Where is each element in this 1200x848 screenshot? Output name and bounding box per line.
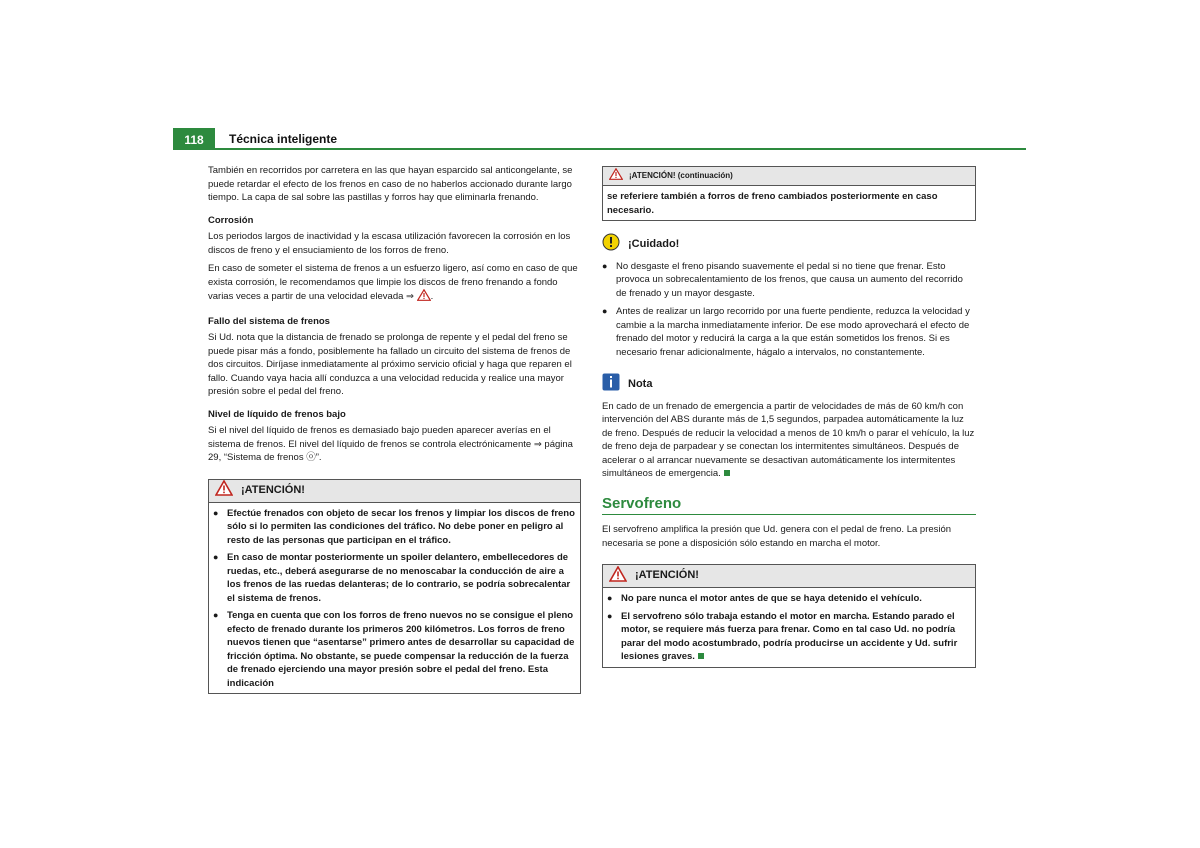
page-number: 118 bbox=[173, 128, 215, 150]
nivel-paragraph: Si el nivel del líquido de frenos es demasiado bajo pueden aparecer averías en el sistema de frenos. El nivel del líquido de frenos se controla electrónicamente ⇒ página 29, “Sistema de frenos ⓞ”. bbox=[208, 425, 573, 463]
corrosion-paragraph-1: Los periodos largos de inactividad y la escasa utilización favorecen la corrosión en los discos de freno y el ensuciamiento de los forros de freno. bbox=[208, 231, 571, 256]
nivel-heading: Nivel de líquido de frenos bajo bbox=[208, 408, 346, 420]
bullet-icon: ● bbox=[607, 593, 613, 603]
nota-paragraph: En cado de un frenado de emergencia a partir de velocidades de más de 60 km/h con intervención del ABS durante más de 1,5 segundos, parpadea automáticamente la luz de freno. Después de reducir la velocidad a menos de 10 km/h o parar el vehículo, la luz de freno deja de parpadear y se conectan los intermitentes simultáneos. Después de acelerar o al arrancar nuevamente se desactivan automáticamente los intermitentes simultáneos de emergencia. bbox=[602, 400, 975, 479]
continuation-box-header bbox=[603, 167, 975, 186]
warning-triangle-icon bbox=[417, 289, 431, 306]
servofreno-paragraph: El servofreno amplifica la presión que Ud. genera con el pedal de freno. La presión necesaria se pone a disposición sólo estando en marcha el motor. bbox=[602, 524, 952, 549]
warning-triangle-icon bbox=[609, 168, 623, 185]
warning-box-body bbox=[209, 503, 580, 694]
cuidado-header bbox=[602, 233, 976, 256]
bullet-icon: ● bbox=[213, 610, 219, 620]
list-item: ● Efectúe frenados con objeto de secar los frenos y limpiar los discos de freno sólo si lo permiten las condiciones del tráfico. No debe poner en peligro al resto de las personas que participan en el tráfico. bbox=[213, 507, 575, 546]
corrosion-paragraph-2-text: En caso de someter el sistema de frenos a un esfuerzo ligero, así como en caso de que exista corrosión, le recomendamos que limpie los discos de freno frenando a fondo varias veces a partir de una velocidad elevada ⇒ bbox=[208, 263, 578, 302]
list-item: ● Tenga en cuenta que con los forros de freno nuevos no se consigue el pleno efecto de frenado durante los primeros 200 kilómetros. Los forros de freno nuevos tienen que “asentarse” primero antes de desarrollar su capacidad de fricción óptima. No obstante, se puede compensar la reducción de la fuerza de frenado ejerciendo una mayor presión sobre el pedal del freno. Esta indicación bbox=[213, 610, 575, 689]
warning-triangle-icon bbox=[215, 480, 233, 501]
section-rule bbox=[602, 514, 976, 515]
corrosion-heading: Corrosión bbox=[208, 214, 254, 226]
warning-box-title: ¡ATENCIÓN! bbox=[241, 483, 305, 496]
bullet-icon: ● bbox=[602, 260, 608, 271]
warning-box-2 bbox=[602, 564, 976, 668]
warning-box bbox=[208, 479, 581, 695]
nota-header bbox=[602, 373, 976, 396]
left-column bbox=[208, 164, 581, 694]
end-mark-icon bbox=[724, 470, 730, 476]
bullet-icon: ● bbox=[602, 306, 608, 316]
continuation-box bbox=[602, 166, 976, 221]
nota-title: Nota bbox=[628, 377, 653, 390]
right-column bbox=[602, 166, 976, 668]
continuation-box-title: ¡ATENCIÓN! (continuación) bbox=[629, 171, 733, 181]
warning-triangle-icon bbox=[609, 566, 627, 587]
header-rule bbox=[173, 148, 1026, 150]
list-item: ● El servofreno sólo trabaja estando el motor en marcha. Estando parado el motor, se requiere más fuerza para frenar. Como en tal caso Ud. no podría parar del modo acostumbrado, podría producirse un accidente y Ud. sufrir lesiones graves. bbox=[607, 610, 958, 662]
bullet-icon: ● bbox=[607, 610, 613, 621]
continuation-box-body: se referiere también a forros de freno cambiados posteriormente en caso necesario. bbox=[607, 191, 938, 216]
info-icon bbox=[602, 373, 620, 396]
intro-paragraph: También en recorridos por carretera en las que hayan esparcido sal anticongelante, se puede retardar el efecto de los frenos en caso de no haberlos accionado durante largo tiempo. La capa de sal sobre las pastillas y forros hay que eliminarla frenando. bbox=[208, 165, 573, 203]
warning-box-2-title: ¡ATENCIÓN! bbox=[635, 569, 699, 582]
list-item: ● No pare nunca el motor antes de que se haya detenido el vehículo. bbox=[607, 593, 922, 604]
fallo-heading: Fallo del sistema de frenos bbox=[208, 315, 330, 327]
list-item: ● No desgaste el freno pisando suavemente el pedal si no tiene que frenar. Esto provoca un sobrecalentamiento de los frenos, que causa un aumento del recorrido de frenado y un mayor desgaste. bbox=[602, 260, 963, 299]
list-item: ● Antes de realizar un largo recorrido por una fuerte pendiente, reduzca la velocidad y cambie a la marcha inmediatamente inferior. De ese modo aprovechará el efecto de frenado del motor y reducirá la carga a la que están sometidos los frenos. Si es necesario frenar adicionalmente, hágalo a intervalos, no constantemente. bbox=[602, 306, 970, 358]
bullet-icon: ● bbox=[213, 507, 219, 518]
fallo-paragraph: Si Ud. nota que la distancia de frenado se prolonga de repente y el pedal del freno se puede pisar más a fondo, posiblemente ha fallado un circuito del sistema de frenos de dos circuitos. Diríjase inmediatamente al próximo servicio oficial y haga que reparen el fallo. Cuando vaya hacia allí conduzca a una velocidad reducida y realice una mayor presión sobre el pedal del freno. bbox=[208, 332, 572, 397]
page-header bbox=[173, 128, 1026, 150]
corrosion-paragraph-2: En caso de someter el sistema de frenos a un esfuerzo ligero, así como en caso de que exista corrosión, le recomendamos que limpie los discos de freno frenando a fondo varias veces a partir de una velocidad elevada ⇒ . bbox=[208, 262, 581, 306]
servofreno-heading: Servofreno bbox=[602, 494, 682, 512]
page-title: Técnica inteligente bbox=[229, 132, 338, 146]
cuidado-title: ¡Cuidado! bbox=[628, 237, 680, 250]
end-mark-icon bbox=[698, 653, 704, 659]
list-item: ● En caso de montar posteriormente un spoiler delantero, embellecedores de ruedas, etc., deberá asegurarse de no menoscabar la conducción de aire a los frenos de las ruedas delanteras; de lo contrario, se podría sobrecalentar el sistema de frenos. bbox=[213, 552, 571, 604]
warning-box-header bbox=[209, 480, 580, 503]
caution-icon bbox=[602, 233, 620, 256]
warning-box-2-body bbox=[603, 588, 975, 667]
bullet-icon: ● bbox=[213, 552, 219, 562]
warning-box-2-header bbox=[603, 565, 975, 588]
